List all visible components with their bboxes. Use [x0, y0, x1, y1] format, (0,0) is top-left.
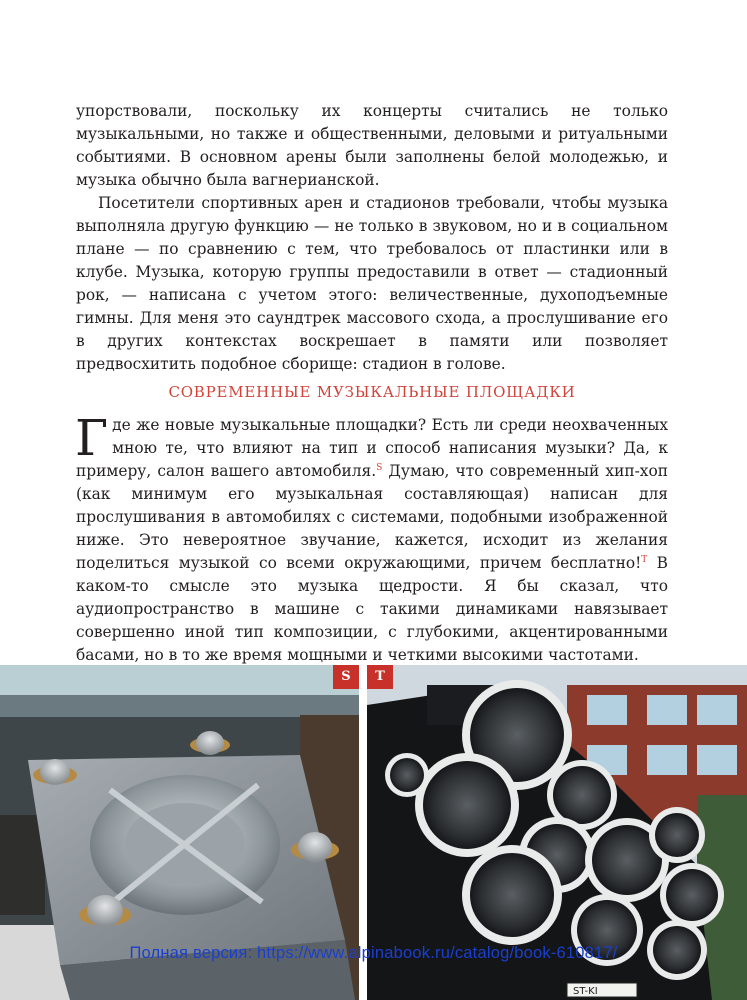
full-version-link[interactable]: Полная версия: https://www.alpinabook.ru/catalog/book-610817/ — [129, 944, 618, 962]
paragraph-1: упорствовали, поскольку их концерты считались не только музыкальными, но также и общественными, деловыми и ритуальными событиями. В основном арены были заполнены белой молодежью, и музыка обычно была вагнерианской. — [76, 102, 668, 189]
top-text — [76, 100, 668, 376]
paragraph-3-part-2: Думаю, что современный хип-хоп (как минимум его музыкальная составляющая) написан для прослушивания в автомобилях с системами, подобными изображенной ниже. Это невероятное звучание, кажется, исходит из желания поделиться музыкой со всеми окружающими, причем бесплатно! — [76, 462, 668, 572]
drop-cap: Г — [75, 409, 109, 467]
footnote-ref-t[interactable]: T — [641, 554, 648, 565]
photo-label-t: T — [367, 665, 393, 689]
section-heading: СОВРЕМЕННЫЕ МУЗЫКАЛЬНЫЕ ПЛОЩАДКИ — [168, 383, 576, 401]
paragraph-2: Посетители спортивных арен и стадионов требовали, чтобы музыка выполняла другую функцию — не только в звуковом, но и в социальном плане — по сравнению с тем, что требовалось от пластинки или в клубе. Музыка, которую группы предоставили в ответ — стадионный рок, — написана с учетом этого: величественные, духоподъемные гимны. Для меня это саундтрек массового схода, а прослушивание его в других контекстах воскрешает в памяти или позволяет предвосхитить подобное сборище: стадион в голове. — [76, 194, 668, 373]
paragraph-3-part-3: В каком-то смысле это музыка щедрости. Я бы сказал, что аудиопространство в машине с такими динамиками навязывает совершенно иной тип композиции, с глубокими, акцентированными басами, но в то же время мощными и четкими высокими частотами. — [76, 554, 668, 664]
paragraph-3-part-1: де же новые музыкальные площадки? Есть ли среди неохваченных мною те, что влияют на тип и способ написания музыки? Да, к примеру, салон вашего автомобиля. — [76, 416, 668, 480]
section-text — [75, 409, 668, 667]
paragraph-3 — [75, 409, 668, 667]
license-plate-text: ST-KI — [573, 986, 598, 997]
footnote-ref-s[interactable]: S — [376, 462, 383, 473]
photo-label-s: S — [333, 665, 359, 689]
